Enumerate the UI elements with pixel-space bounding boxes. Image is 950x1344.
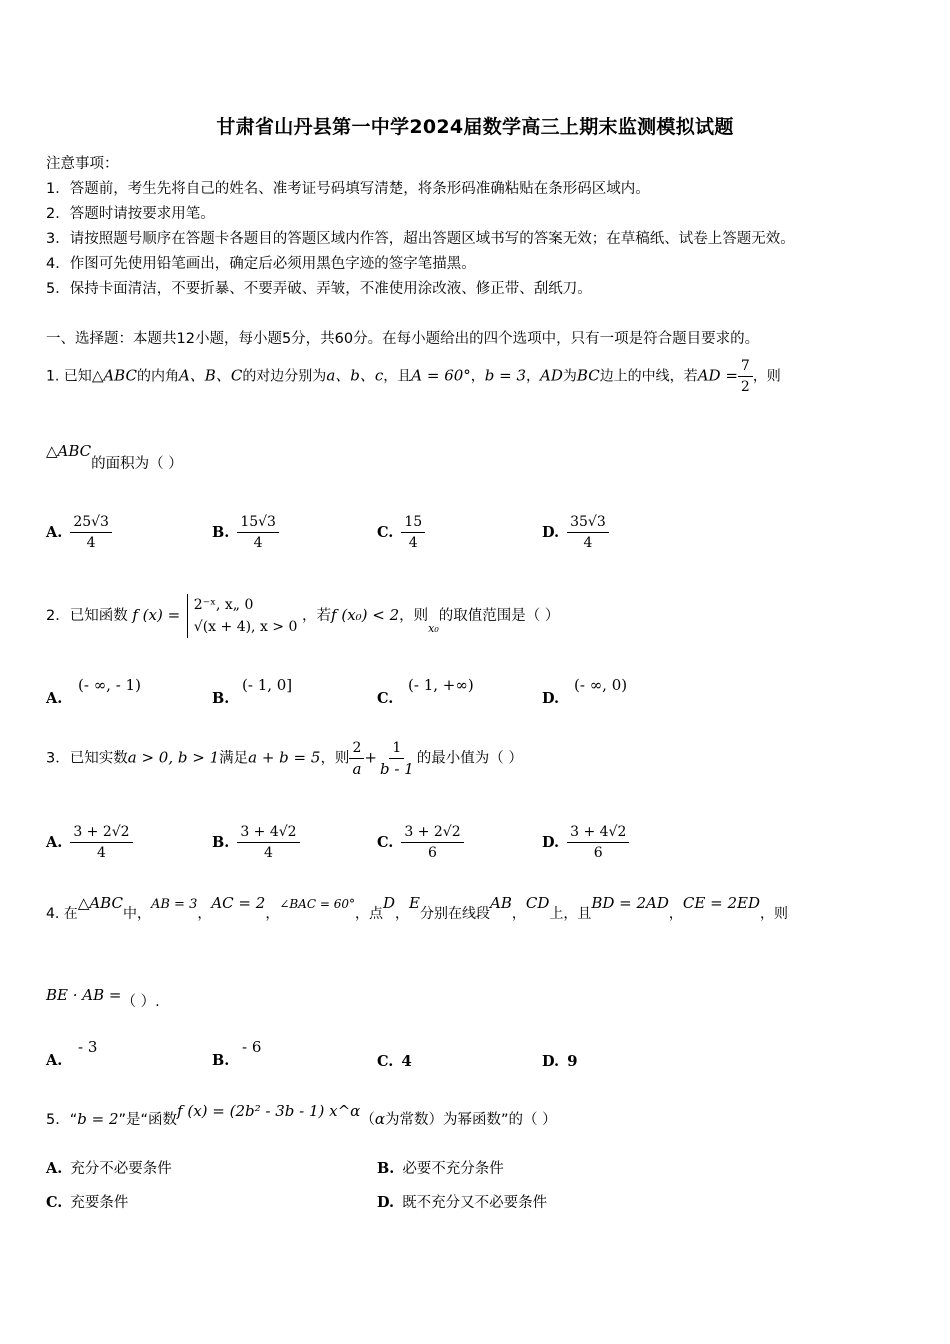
option-d[interactable]: D. (542, 690, 560, 707)
option-b-value: (- 1, 0] (242, 676, 293, 694)
option-a[interactable]: A. (46, 1052, 63, 1069)
option-b-value: - 6 (242, 1038, 262, 1056)
option-d-value: (- ∞, 0) (574, 676, 628, 694)
question-5: 5．“b = 2”是“函数f (x) = (2b² - 3b - 1) x^α（α为常数）为幂函数”的（ ） (46, 1102, 557, 1128)
page-title: 甘肃省山丹县第一中学2024届数学高三上期末监测模拟试题 (216, 116, 734, 138)
option-a[interactable]: A. $\frac{25√3}{4}$ (46, 512, 112, 553)
notice-item: 2．答题时请按要求用笔。 (46, 206, 215, 222)
option-c-value: (- 1, +∞) (408, 676, 474, 694)
question-4: 4. 在△ABC中，AB = 3，AC = 2，∠BAC = 60°，点D，E分别在线段AB，CD上，且BD = 2AD，CE = 2ED，则 (46, 894, 788, 922)
notice-item: 4．作图可先使用铅笔画出，确定后必须用黑色字迹的签字笔描黑。 (46, 256, 476, 272)
notice-item: 1．答题前，考生先将自己的姓名、准考证号码填写清楚，将条形码准确粘贴在条形码区域内。 (46, 181, 650, 197)
question-3: 3．已知实数a > 0, b > 1满足a + b = 5，则 $\frac{2}{a}$ + $\frac{1}{b - 1}$ 的最小值为（ ） (46, 740, 523, 778)
option-b[interactable]: B. 必要不充分条件 (377, 1160, 504, 1177)
option-c[interactable]: C. 4 (377, 1052, 412, 1070)
option-b[interactable]: B. (212, 1052, 230, 1069)
option-b[interactable]: B. $\frac{3 + 4√2}{4}$ (212, 822, 300, 863)
notice-heading: 注意事项： (46, 156, 119, 172)
question-1: 1. 已知△ABC的内角A、B、C的对边分别为a、b、c，且A = 60°，b = 3，AD为BC边上的中线，若AD = $\frac{7}{2}$ ，则 (46, 358, 781, 395)
fraction: $\frac{7}{2}$ (738, 356, 753, 397)
option-a-value: (- ∞, - 1) (78, 676, 141, 694)
fraction: $\frac{2}{a}$ (349, 738, 364, 779)
fraction: $\frac{1}{b - 1}$ (379, 740, 414, 778)
question-4-cont: BE · AB =（ ）. (46, 986, 160, 1010)
option-d[interactable]: D. $\frac{3 + 4√2}{6}$ (542, 822, 629, 863)
notice-item: 5．保持卡面清洁，不要折暴、不要弄破、弄皱，不准使用涂改液、修正带、刮纸刀。 (46, 281, 592, 297)
option-b[interactable]: B. (212, 690, 230, 707)
question-1-cont: △ABC的面积为（ ） (46, 442, 183, 472)
piecewise-brace: 2⁻ˣ, x„ 0 √(x + 4), x > 0 (187, 594, 298, 638)
option-a[interactable]: A. $\frac{3 + 2√2}{4}$ (46, 822, 133, 863)
option-c[interactable]: C. (377, 690, 394, 707)
section-heading: 一、选择题：本题共12小题，每小题5分，共60分。在每小题给出的四个选项中，只有一项是符合题目要求的。 (46, 331, 760, 347)
option-d[interactable]: D. 9 (542, 1052, 578, 1070)
option-a-value: - 3 (78, 1038, 98, 1056)
question-2: 2．已知函数 f (x) = 2⁻ˣ, x„ 0 √(x + 4), x > 0 ，若f (x₀) < 2，则$_{x_0}$的取值范围是（ ） (46, 594, 559, 638)
notice-item: 3．请按照题号顺序在答题卡各题目的答题区域内作答，超出答题区域书写的答案无效；在草稿纸、试卷上答题无效。 (46, 231, 795, 247)
option-c[interactable]: C. $\frac{3 + 2√2}{6}$ (377, 822, 464, 863)
option-a[interactable]: A. (46, 690, 63, 707)
option-a[interactable]: A. 充分不必要条件 (46, 1160, 172, 1177)
option-b[interactable]: B. $\frac{15√3}{4}$ (212, 512, 279, 553)
option-d[interactable]: D. 既不充分又不必要条件 (377, 1194, 548, 1211)
option-c[interactable]: C. $\frac{15}{4}$ (377, 512, 425, 553)
option-c[interactable]: C. 充要条件 (46, 1194, 129, 1211)
option-d[interactable]: D. $\frac{35√3}{4}$ (542, 512, 609, 553)
